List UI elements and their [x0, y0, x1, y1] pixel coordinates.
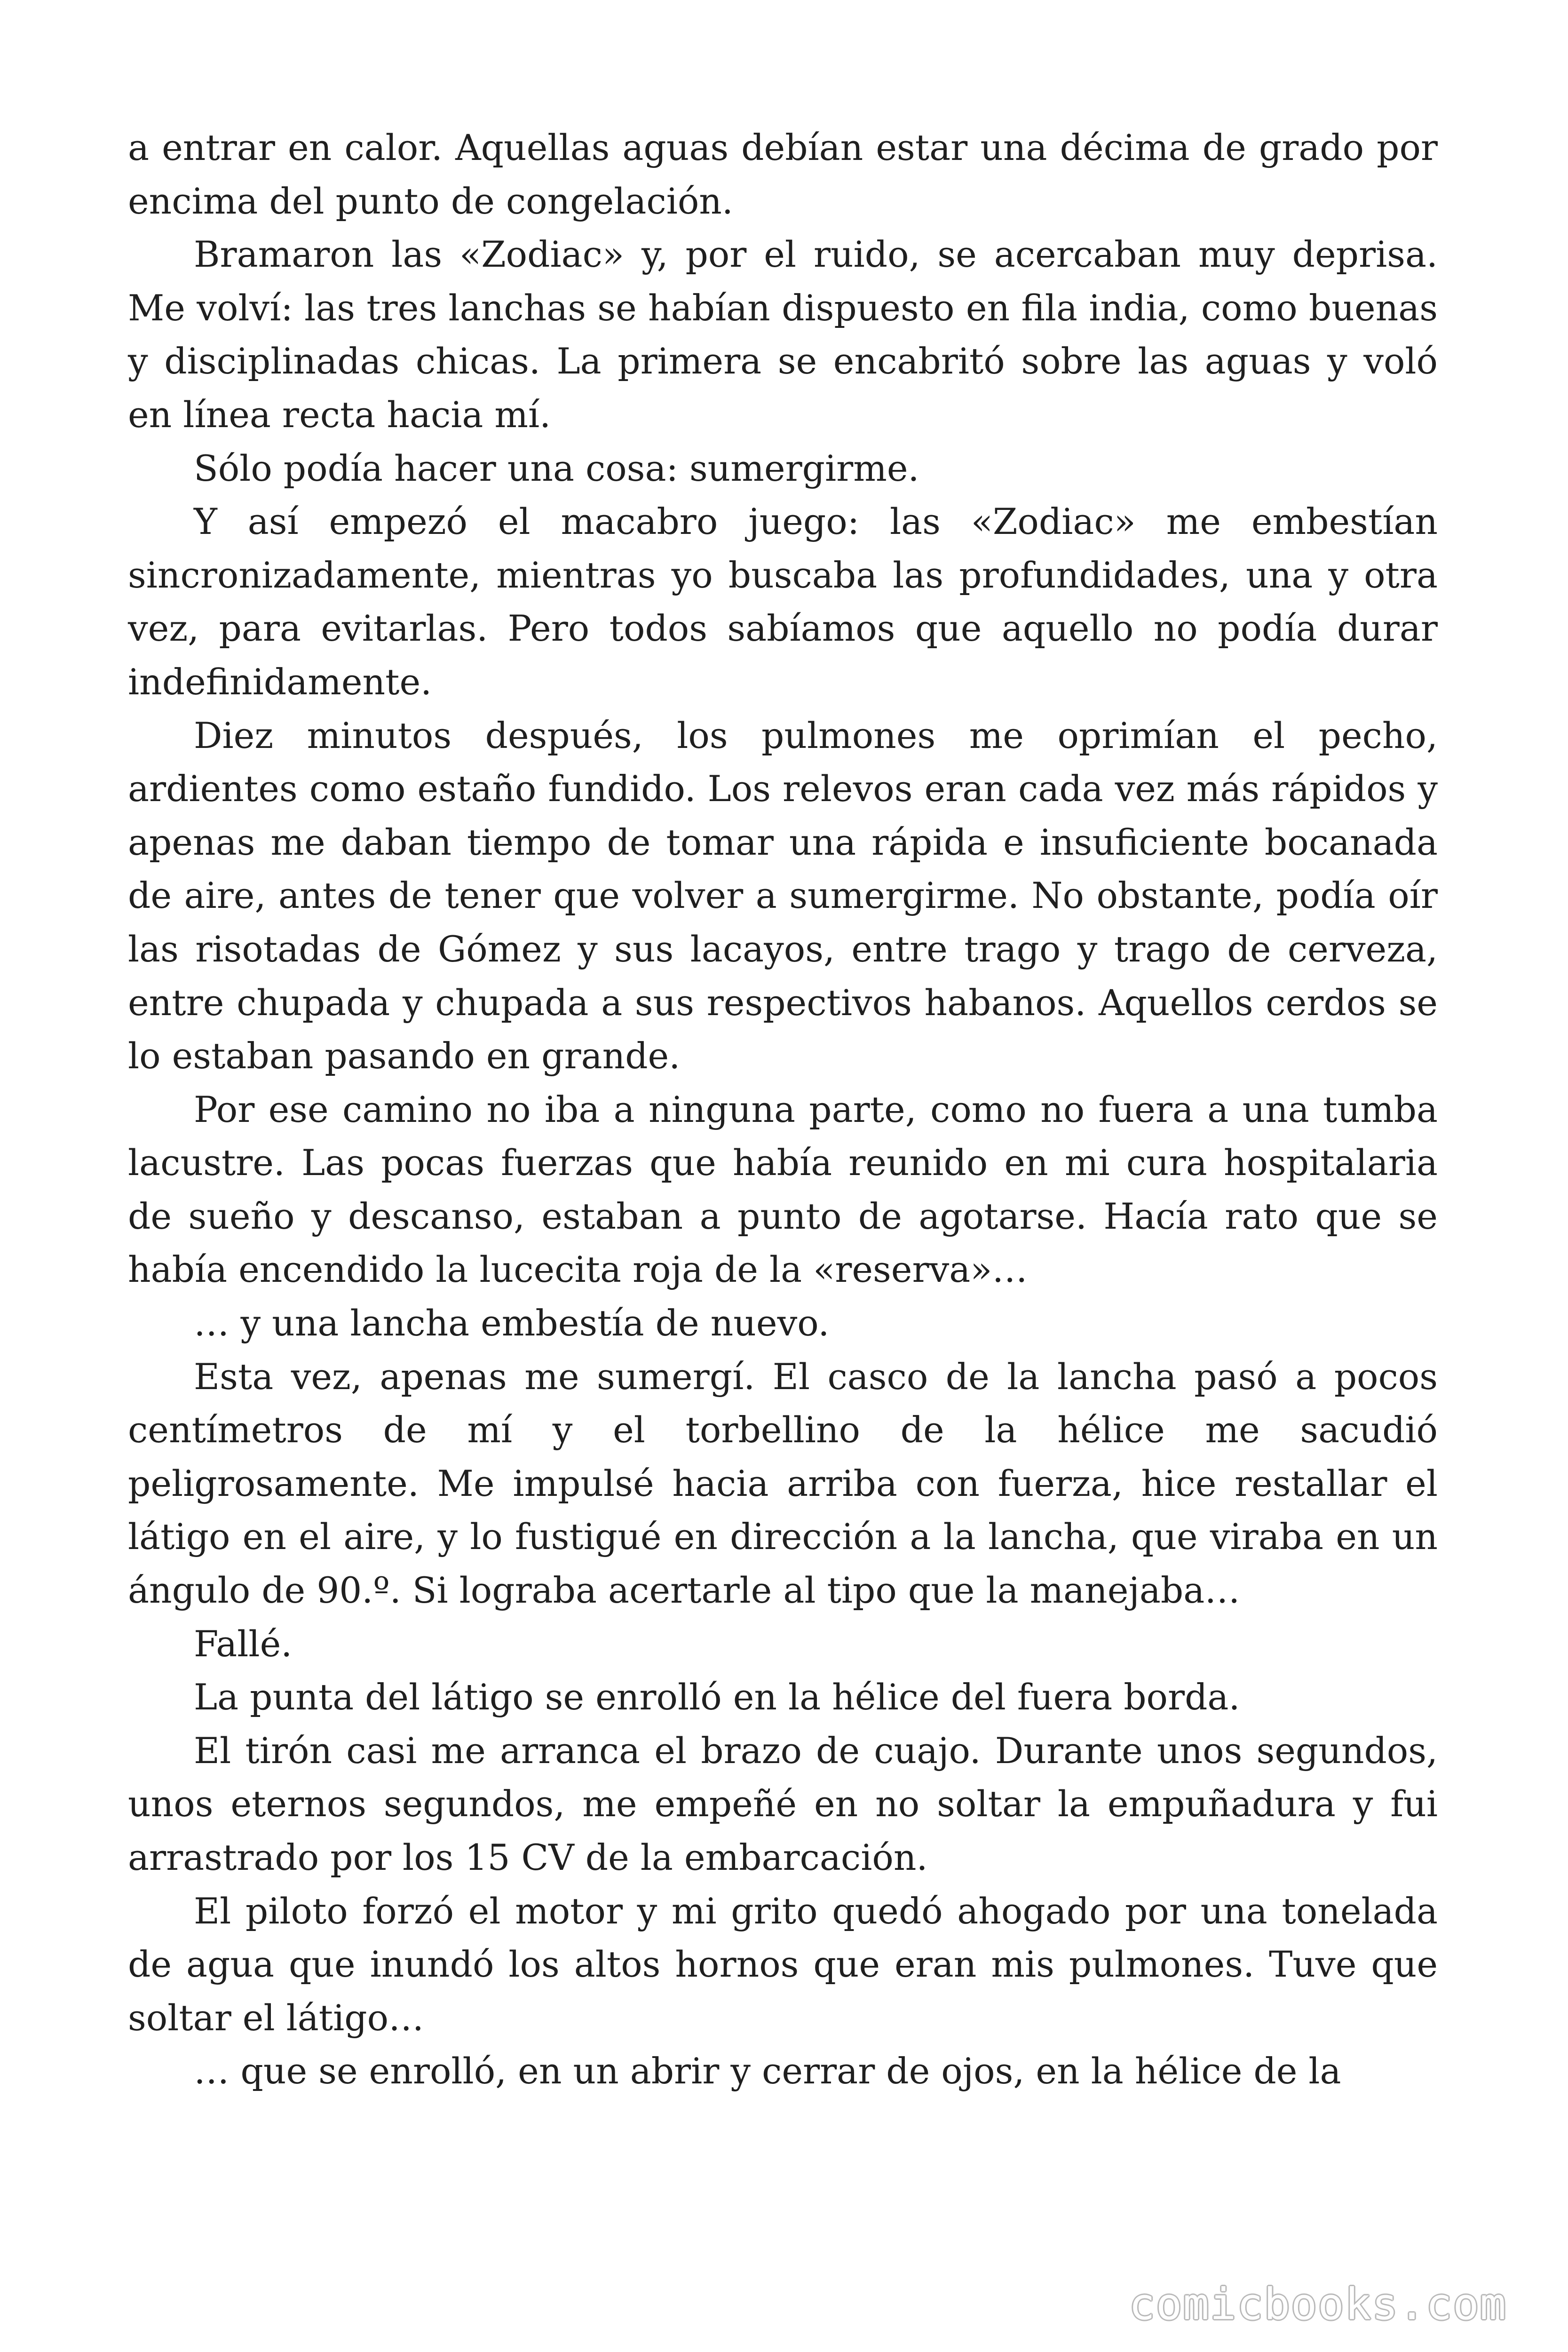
page-body-text	[128, 121, 1438, 2098]
paragraph: Esta vez, apenas me sumergí. El casco de la lancha pasó a pocos centímetros de mí y el torbellino de la hélice me sacudió peligrosamente. Me impulsé hacia arriba con fuerza, hice restallar el látigo en el aire, y lo fustigué en dirección a la lancha, que viraba en un ángulo de 90.º. Si lograba acertarle al tipo que la manejaba…	[128, 1356, 1438, 1612]
paragraph: Fallé.	[194, 1623, 293, 1665]
watermark-logo: comicbooks.com	[1129, 2279, 1507, 2329]
paragraph: … que se enrolló, en un abrir y cerrar de ojos, en la hélice de la	[194, 2050, 1341, 2092]
paragraph: … y una lancha embestía de nuevo.	[194, 1303, 830, 1344]
paragraph: a entrar en calor. Aquellas aguas debían estar una décima de grado por encima del punto de congelación.	[128, 127, 1438, 222]
paragraph: El tirón casi me arranca el brazo de cuajo. Durante unos segundos, unos eternos segundos, me empeñé en no soltar la empuñadura y fui arrastrado por los 15 CV de la embarcación.	[128, 1730, 1438, 1878]
paragraph: Bramaron las «Zodiac» y, por el ruido, se acercaban muy deprisa. Me volví: las tres lanchas se habían dispuesto en fila india, como buenas y disciplinadas chicas. La primera se encabritó sobre las aguas y voló en línea recta hacia mí.	[128, 234, 1438, 436]
paragraph: Diez minutos después, los pulmones me oprimían el pecho, ardientes como estaño fundido. Los relevos eran cada vez más rápidos y apenas me daban tiempo de tomar una rápida e insuficiente bocanada de aire, antes de tener que volver a sumergirme. No obstante, podía oír las risotadas de Gómez y sus lacayos, entre trago y trago de cerveza, entre chupada y chupada a sus respectivos habanos. Aquellos cerdos se lo estaban pasando en grande.	[128, 715, 1438, 1077]
paragraph: El piloto forzó el motor y mi grito quedó ahogado por una tonelada de agua que inundó los altos hornos que eran mis pulmones. Tuve que soltar el látigo…	[128, 1890, 1438, 2039]
paragraph: La punta del látigo se enrolló en la hélice del fuera borda.	[194, 1677, 1240, 1718]
paragraph: Y así empezó el macabro juego: las «Zodiac» me embestían sincronizadamente, mientras yo buscaba las profundidades, una y otra vez, para evitarlas. Pero todos sabíamos que aquello no podía durar indefinidamente.	[128, 501, 1438, 703]
paragraph: Sólo podía hacer una cosa: sumergirme.	[194, 447, 919, 489]
paragraph: Por ese camino no iba a ninguna parte, como no fuera a una tumba lacustre. Las pocas fuerzas que había reunido en mi cura hospitalaria de sueño y descanso, estaban a punto de agotarse. Hacía rato que se había encendido la lucecita roja de la «reserva»…	[128, 1089, 1438, 1291]
